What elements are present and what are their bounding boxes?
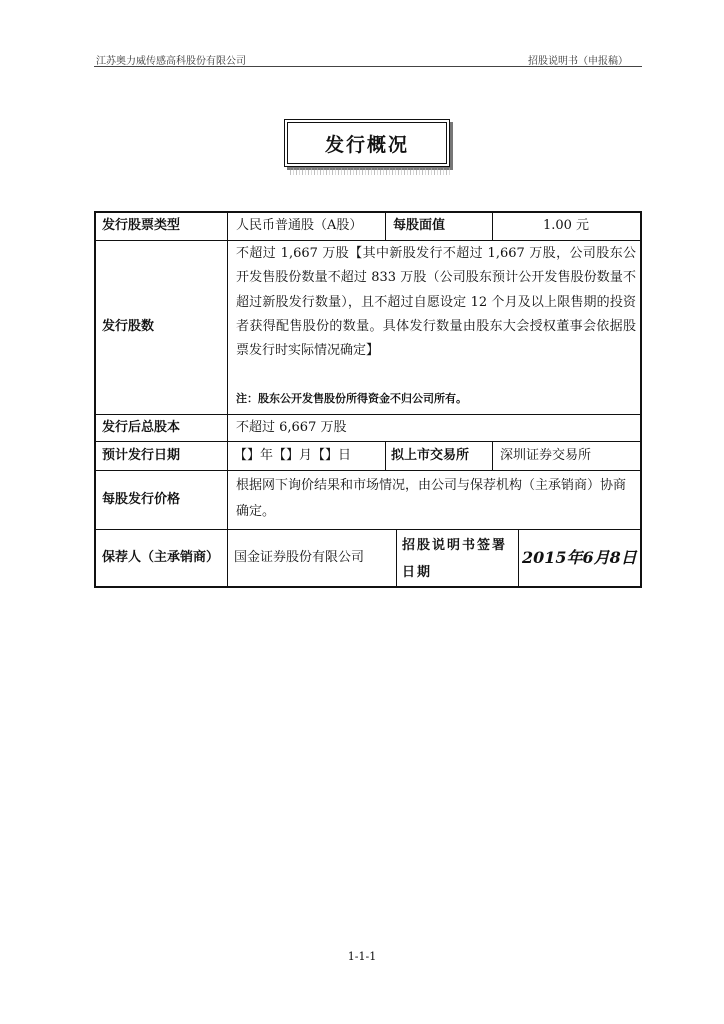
header-company: 江苏奥力威传感高科股份有限公司 [96, 56, 246, 67]
row-separator [94, 529, 642, 530]
sign-date-value: 2015年6月8日 [522, 548, 637, 567]
sponsor-label: 保荐人（主承销商） [102, 550, 220, 565]
sponsor-value: 国金证券股份有限公司 [234, 550, 365, 565]
header-rule [94, 66, 642, 67]
stock-type-value: 人民币普通股（A股） [236, 218, 363, 233]
sign-date-label: 招股说明书签署日期 [402, 538, 508, 580]
exchange-label: 拟上市交易所 [391, 448, 470, 463]
price-value: 根据网下询价结果和市场情况，由公司与保荐机构（主承销商）协商确定。 [236, 478, 627, 519]
page-title: 发行概况 [324, 133, 409, 156]
table-border-left [94, 211, 96, 588]
shares-value: 不超过 1,667 万股【其中新股发行不超过 1,667 万股，公司股东公开发售股份数量不超过 833 万股（公司股东预计公开发售股份数量不超过新股发行数量），且不超过自愿设定 12 个月及以上限售期的投资者获得配售股份的数量。具体发行数量由股东大会授权董事会依据股票发行时实际情况确定】 [236, 246, 636, 359]
shares-note: 注：股东公开发售股份所得资金不归公司所有。 [236, 392, 467, 405]
par-value-label: 每股面值 [393, 218, 446, 233]
issue-date-value: 【】年【】月【】日 [234, 448, 352, 463]
shares-label: 发行股数 [102, 319, 155, 334]
page-number: 1-1-1 [347, 950, 377, 963]
total-capital-value: 不超过 6,667 万股 [236, 420, 347, 435]
table-border-right [640, 211, 642, 588]
row-separator [94, 414, 642, 415]
scan-artifact [290, 168, 450, 175]
row-separator [94, 441, 642, 442]
price-label: 每股发行价格 [102, 492, 181, 507]
header-doc-type: 招股说明书（申报稿） [528, 56, 628, 67]
column-divider [396, 529, 397, 588]
column-divider [492, 441, 493, 471]
row-separator [94, 470, 642, 471]
title-box [284, 119, 450, 167]
column-divider [518, 529, 519, 588]
column-divider [227, 211, 228, 588]
stock-type-label: 发行股票类型 [102, 218, 181, 233]
total-capital-label: 发行后总股本 [102, 420, 181, 435]
row-separator [94, 240, 642, 241]
column-divider [385, 441, 386, 471]
issue-date-label: 预计发行日期 [102, 448, 181, 463]
table-border-top [94, 211, 642, 213]
exchange-value: 深圳证券交易所 [500, 448, 592, 463]
table-border-bottom [94, 586, 642, 588]
par-value-value: 1.00 元 [542, 218, 590, 233]
